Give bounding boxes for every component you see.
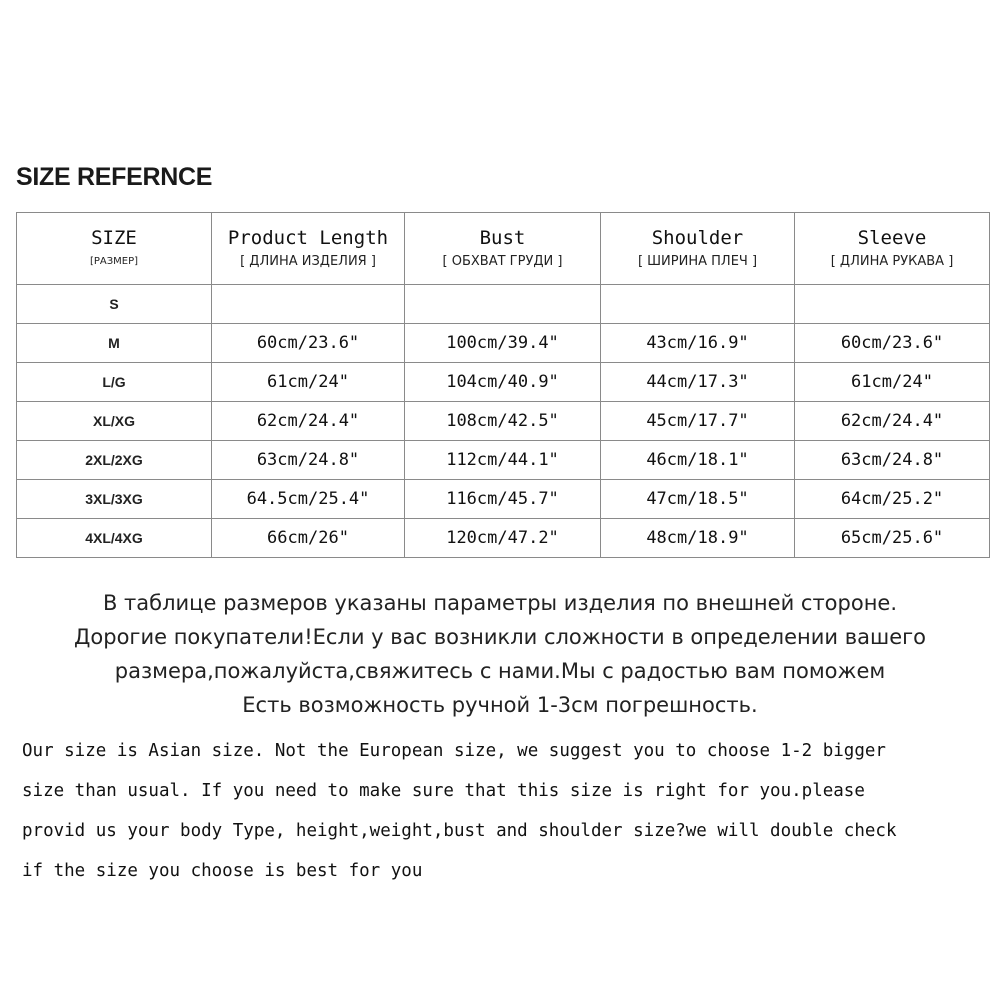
russian-notice [0, 586, 1000, 722]
header-product-length [212, 213, 405, 285]
shoulder-cell: 44cm/17.3" [601, 363, 795, 402]
russian-notice-line: Есть возможность ручной 1-3см погрешность. [242, 693, 758, 717]
header-bust-sublabel: [ ОБХВАТ ГРУДИ ] [442, 253, 563, 269]
header-product-length-sublabel: [ ДЛИНА ИЗДЕЛИЯ ] [240, 253, 376, 269]
header-product-length-label: Product Length [227, 226, 389, 249]
length-cell: 64.5cm/25.4" [212, 480, 405, 519]
table-row [17, 324, 990, 363]
english-notice-line: provid us your body Type, height,weight,bust and shoulder size?we will double check [22, 821, 897, 841]
header-sleeve [795, 213, 990, 285]
length-cell: 66cm/26" [212, 519, 405, 558]
header-shoulder-label: Shoulder [651, 226, 744, 249]
table-row [17, 441, 990, 480]
length-cell: 61cm/24" [212, 363, 405, 402]
header-shoulder-sublabel: [ ШИРИНА ПЛЕЧ ] [637, 253, 758, 269]
russian-notice-line: Дорогие покупатели!Если у вас возникли сложности в определении вашего [73, 625, 926, 649]
length-cell: 63cm/24.8" [212, 441, 405, 480]
russian-notice-line: размера,пожалуйста,свяжитесь с нами.Мы с радостью вам поможем [114, 659, 886, 683]
bust-cell: 116cm/45.7" [405, 480, 601, 519]
sleeve-cell: 62cm/24.4" [795, 402, 990, 441]
header-size-sublabel: [РАЗМЕР] [89, 255, 139, 267]
table-row [17, 402, 990, 441]
sleeve-cell: 65cm/25.6" [795, 519, 990, 558]
sleeve-cell [795, 285, 990, 324]
length-cell: 62cm/24.4" [212, 402, 405, 441]
table-row [17, 480, 990, 519]
bust-cell: 100cm/39.4" [405, 324, 601, 363]
english-notice-line: size than usual. If you need to make sure that this size is right for you.please [22, 781, 865, 801]
english-notice [22, 734, 992, 894]
table-row [17, 285, 990, 324]
bust-cell: 120cm/47.2" [405, 519, 601, 558]
size-cell: M [17, 324, 212, 363]
table-row [17, 363, 990, 402]
size-cell: S [17, 285, 212, 324]
shoulder-cell: 47cm/18.5" [601, 480, 795, 519]
shoulder-cell: 46cm/18.1" [601, 441, 795, 480]
bust-cell: 104cm/40.9" [405, 363, 601, 402]
size-cell: 4XL/4XG [17, 519, 212, 558]
size-cell: XL/XG [17, 402, 212, 441]
header-shoulder [601, 213, 795, 285]
size-cell: 2XL/2XG [17, 441, 212, 480]
header-bust-label: Bust [479, 226, 526, 249]
bust-cell: 112cm/44.1" [405, 441, 601, 480]
header-size-label: SIZE [91, 226, 137, 249]
header-sleeve-label: Sleeve [857, 226, 927, 249]
sleeve-cell: 64cm/25.2" [795, 480, 990, 519]
sleeve-cell: 61cm/24" [795, 363, 990, 402]
bust-cell [405, 285, 601, 324]
english-notice-line: Our size is Asian size. Not the European size, we suggest you to choose 1-2 bigger [22, 741, 886, 761]
table-header-row [17, 213, 990, 285]
table-row [17, 519, 990, 558]
length-cell [212, 285, 405, 324]
header-sleeve-sublabel: [ ДЛИНА РУКАВА ] [830, 253, 954, 269]
header-bust [405, 213, 601, 285]
size-chart-table [16, 212, 990, 558]
russian-notice-line: В таблице размеров указаны параметры изделия по внешней стороне. [102, 591, 898, 615]
size-cell: 3XL/3XG [17, 480, 212, 519]
bust-cell: 108cm/42.5" [405, 402, 601, 441]
english-notice-line: if the size you choose is best for you [22, 861, 423, 881]
sleeve-cell: 60cm/23.6" [795, 324, 990, 363]
shoulder-cell: 45cm/17.7" [601, 402, 795, 441]
size-cell: L/G [17, 363, 212, 402]
length-cell: 60cm/23.6" [212, 324, 405, 363]
header-size [17, 213, 212, 285]
shoulder-cell [601, 285, 795, 324]
shoulder-cell: 48cm/18.9" [601, 519, 795, 558]
sleeve-cell: 63cm/24.8" [795, 441, 990, 480]
page-title: SIZE REFERNCE [16, 163, 213, 191]
shoulder-cell: 43cm/16.9" [601, 324, 795, 363]
